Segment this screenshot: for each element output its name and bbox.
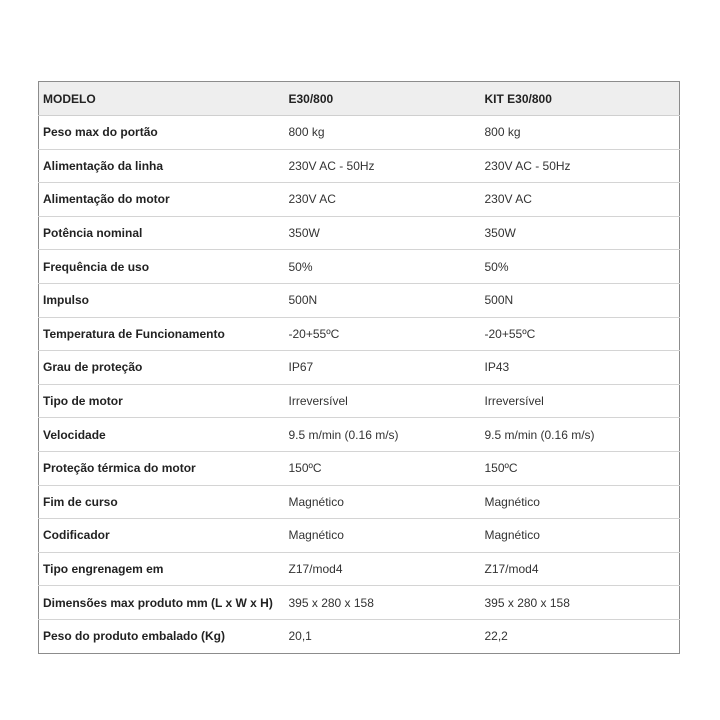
cell-kit-e30-800: 9.5 m/min (0.16 m/s) [481,418,680,452]
header-row [39,82,680,116]
cell-e30-800: 395 x 280 x 158 [285,586,481,620]
table-row [39,317,680,351]
table-row [39,451,680,485]
header-e30-800: E30/800 [285,82,481,116]
row-label: Alimentação da linha [39,149,285,183]
cell-kit-e30-800: 800 kg [481,116,680,150]
cell-e30-800: Magnético [285,485,481,519]
cell-kit-e30-800: 150ºC [481,451,680,485]
table-row [39,149,680,183]
table-row [39,351,680,385]
cell-kit-e30-800: 230V AC [481,183,680,217]
cell-kit-e30-800: 500N [481,283,680,317]
spec-table [38,81,680,654]
row-label: Tipo engrenagem em [39,552,285,586]
cell-e30-800: 50% [285,250,481,284]
table-row [39,418,680,452]
cell-e30-800: Z17/mod4 [285,552,481,586]
cell-kit-e30-800: Magnético [481,519,680,553]
table-row [39,384,680,418]
cell-e30-800: -20+55ºC [285,317,481,351]
table-row [39,485,680,519]
cell-kit-e30-800: -20+55ºC [481,317,680,351]
cell-e30-800: 500N [285,283,481,317]
table-row [39,619,680,653]
table-row [39,183,680,217]
row-label: Grau de proteção [39,351,285,385]
cell-e30-800: IP67 [285,351,481,385]
header-model-label: MODELO [39,82,285,116]
row-label: Peso max do portão [39,116,285,150]
cell-kit-e30-800: 22,2 [484,629,508,644]
row-label: Fim de curso [39,485,285,519]
row-label: Dimensões max produto mm (L x W x H) [39,586,285,620]
cell-e30-800: 350W [285,216,481,250]
cell-e30-800: 150ºC [285,451,481,485]
spec-table-header [39,82,680,116]
cell-e30-800: Irreversível [285,384,481,418]
row-label: Peso do produto embalado (Kg) [43,629,225,644]
row-label: Proteção térmica do motor [39,451,285,485]
cell-e30-800: Magnético [285,519,481,553]
cell-kit-e30-800: 50% [481,250,680,284]
cell-e30-800: 230V AC - 50Hz [285,149,481,183]
table-row [39,216,680,250]
cell-e30-800: 9.5 m/min (0.16 m/s) [285,418,481,452]
cell-kit-e30-800: Irreversível [481,384,680,418]
table-row [39,250,680,284]
table-row [39,586,680,620]
table-row [39,283,680,317]
table-row [39,552,680,586]
row-label: Codificador [39,519,285,553]
header-kit-e30-800: KIT E30/800 [481,82,680,116]
cell-e30-800: 230V AC [285,183,481,217]
row-label: Tipo de motor [39,384,285,418]
cell-kit-e30-800: 395 x 280 x 158 [481,586,680,620]
cell-kit-e30-800: Magnético [481,485,680,519]
row-label: Temperatura de Funcionamento [39,317,285,351]
spec-table-body [39,116,680,654]
cell-kit-e30-800: 230V AC - 50Hz [481,149,680,183]
table-row [39,116,680,150]
row-label: Potência nominal [39,216,285,250]
row-label: Velocidade [39,418,285,452]
cell-kit-e30-800: IP43 [481,351,680,385]
cell-kit-e30-800: 350W [481,216,680,250]
cell-e30-800: 20,1 [288,629,312,644]
row-label: Impulso [39,283,285,317]
table-row [39,519,680,553]
row-label: Frequência de uso [39,250,285,284]
cell-kit-e30-800: Z17/mod4 [481,552,680,586]
row-label: Alimentação do motor [39,183,285,217]
cell-e30-800: 800 kg [285,116,481,150]
